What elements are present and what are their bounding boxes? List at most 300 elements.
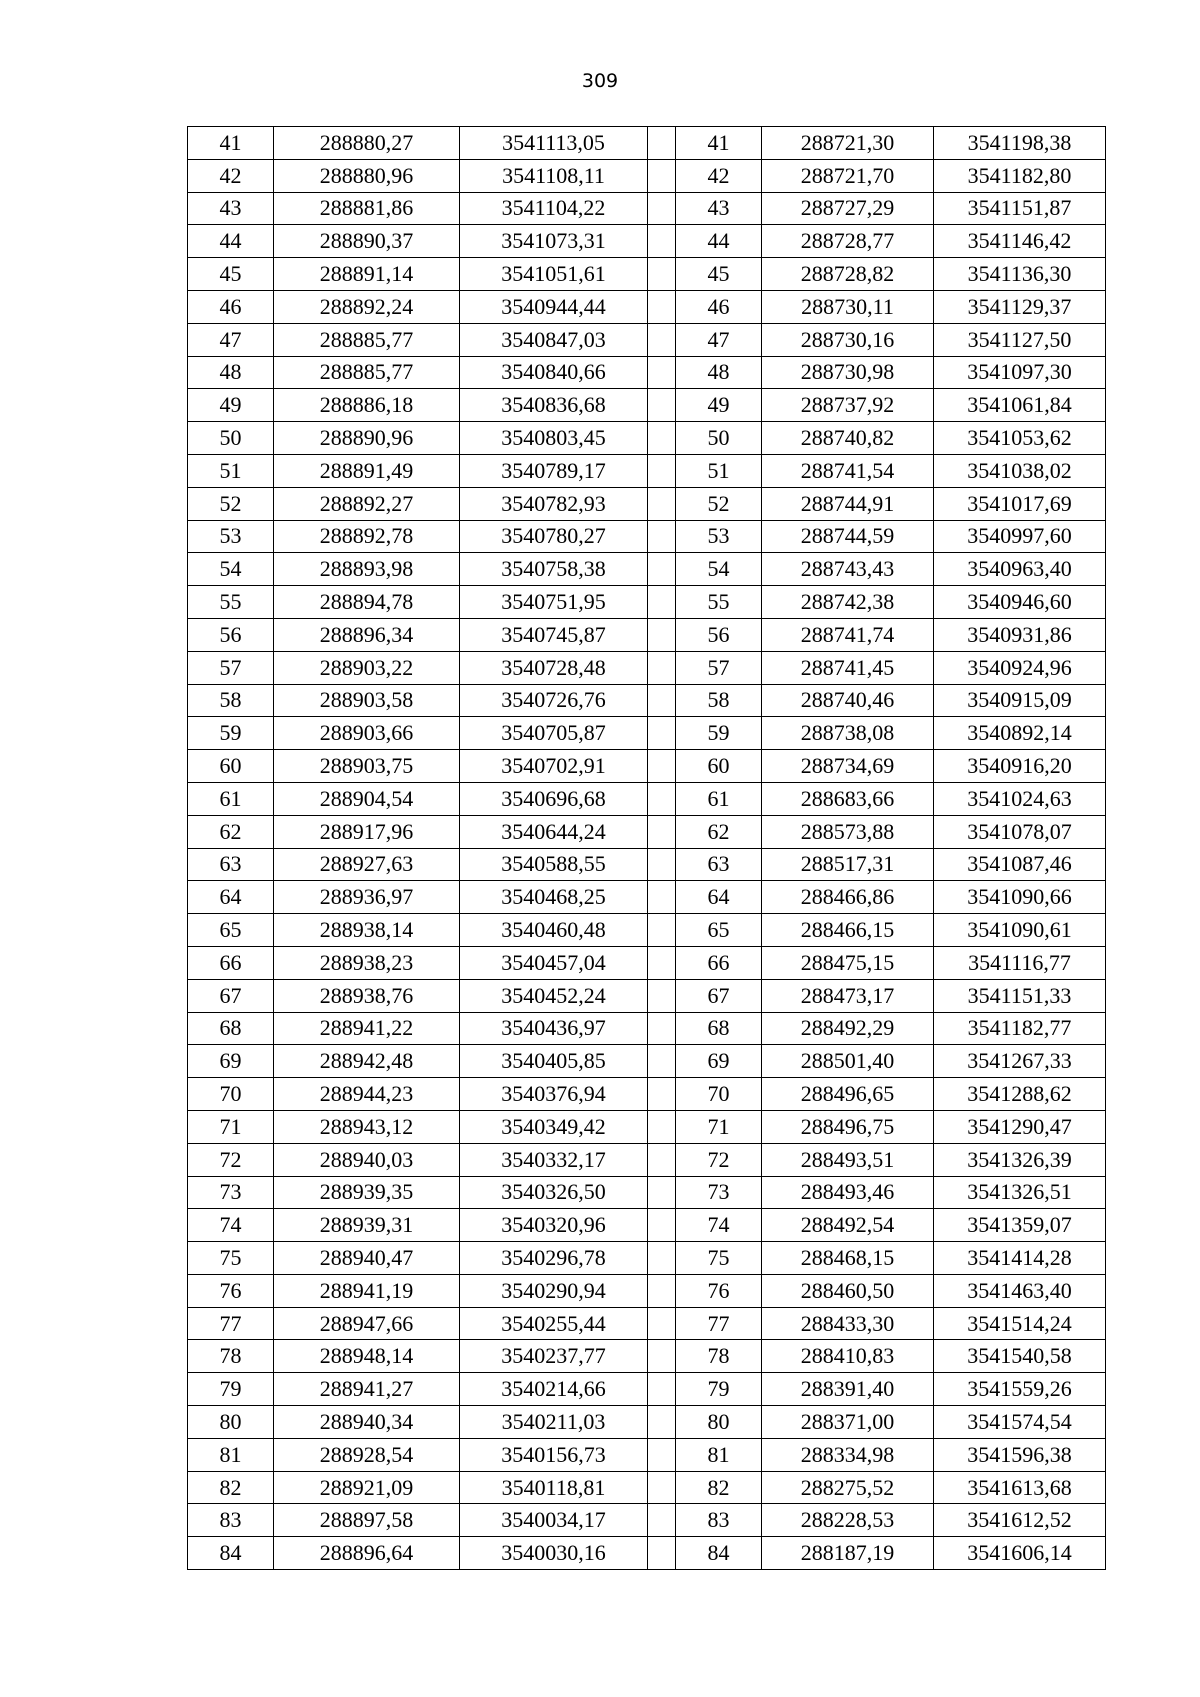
table-row xyxy=(188,684,1106,717)
point-number-left: 75 xyxy=(188,1242,274,1275)
x-coordinate-right: 288275,52 xyxy=(762,1471,934,1504)
table-row xyxy=(188,750,1106,783)
table-row xyxy=(188,127,1106,160)
table-row xyxy=(188,323,1106,356)
x-coordinate-left: 288940,47 xyxy=(274,1242,460,1275)
spacer-cell xyxy=(648,586,676,619)
x-coordinate-right: 288391,40 xyxy=(762,1373,934,1406)
spacer-cell xyxy=(648,1176,676,1209)
y-coordinate-right: 3541596,38 xyxy=(934,1438,1106,1471)
x-coordinate-left: 288896,64 xyxy=(274,1537,460,1570)
point-number-right: 42 xyxy=(676,159,762,192)
point-number-right: 50 xyxy=(676,422,762,455)
x-coordinate-right: 288742,38 xyxy=(762,586,934,619)
y-coordinate-left: 3540780,27 xyxy=(460,520,648,553)
x-coordinate-left: 288904,54 xyxy=(274,782,460,815)
x-coordinate-right: 288460,50 xyxy=(762,1274,934,1307)
spacer-cell xyxy=(648,1110,676,1143)
y-coordinate-left: 3540644,24 xyxy=(460,815,648,848)
point-number-right: 60 xyxy=(676,750,762,783)
point-number-right: 59 xyxy=(676,717,762,750)
x-coordinate-right: 288496,65 xyxy=(762,1078,934,1111)
table-row xyxy=(188,815,1106,848)
x-coordinate-left: 288891,49 xyxy=(274,454,460,487)
point-number-right: 80 xyxy=(676,1406,762,1439)
point-number-left: 81 xyxy=(188,1438,274,1471)
table-row xyxy=(188,979,1106,1012)
y-coordinate-left: 3540030,16 xyxy=(460,1537,648,1570)
x-coordinate-right: 288493,46 xyxy=(762,1176,934,1209)
point-number-left: 60 xyxy=(188,750,274,783)
point-number-left: 74 xyxy=(188,1209,274,1242)
x-coordinate-left: 288941,22 xyxy=(274,1012,460,1045)
x-coordinate-left: 288940,03 xyxy=(274,1143,460,1176)
x-coordinate-right: 288738,08 xyxy=(762,717,934,750)
y-coordinate-left: 3540803,45 xyxy=(460,422,648,455)
table-row xyxy=(188,1438,1106,1471)
y-coordinate-right: 3541116,77 xyxy=(934,946,1106,979)
y-coordinate-left: 3540840,66 xyxy=(460,356,648,389)
spacer-cell xyxy=(648,553,676,586)
x-coordinate-left: 288936,97 xyxy=(274,881,460,914)
spacer-cell xyxy=(648,290,676,323)
spacer-cell xyxy=(648,1373,676,1406)
point-number-left: 41 xyxy=(188,127,274,160)
y-coordinate-right: 3541514,24 xyxy=(934,1307,1106,1340)
y-coordinate-right: 3541182,77 xyxy=(934,1012,1106,1045)
spacer-cell xyxy=(648,1471,676,1504)
spacer-cell xyxy=(648,159,676,192)
table-row xyxy=(188,848,1106,881)
x-coordinate-right: 288741,45 xyxy=(762,651,934,684)
y-coordinate-left: 3540452,24 xyxy=(460,979,648,1012)
point-number-left: 61 xyxy=(188,782,274,815)
y-coordinate-right: 3541613,68 xyxy=(934,1471,1106,1504)
x-coordinate-right: 288466,15 xyxy=(762,914,934,947)
y-coordinate-right: 3541078,07 xyxy=(934,815,1106,848)
x-coordinate-right: 288466,86 xyxy=(762,881,934,914)
y-coordinate-left: 3541073,31 xyxy=(460,225,648,258)
spacer-cell xyxy=(648,1209,676,1242)
spacer-cell xyxy=(648,258,676,291)
point-number-right: 54 xyxy=(676,553,762,586)
point-number-right: 81 xyxy=(676,1438,762,1471)
point-number-left: 43 xyxy=(188,192,274,225)
x-coordinate-left: 288891,14 xyxy=(274,258,460,291)
point-number-left: 80 xyxy=(188,1406,274,1439)
point-number-left: 46 xyxy=(188,290,274,323)
y-coordinate-left: 3540468,25 xyxy=(460,881,648,914)
x-coordinate-left: 288938,23 xyxy=(274,946,460,979)
y-coordinate-right: 3540924,96 xyxy=(934,651,1106,684)
point-number-right: 43 xyxy=(676,192,762,225)
y-coordinate-left: 3540376,94 xyxy=(460,1078,648,1111)
y-coordinate-left: 3540847,03 xyxy=(460,323,648,356)
table-row xyxy=(188,290,1106,323)
x-coordinate-left: 288921,09 xyxy=(274,1471,460,1504)
y-coordinate-left: 3540836,68 xyxy=(460,389,648,422)
point-number-left: 50 xyxy=(188,422,274,455)
spacer-cell xyxy=(648,618,676,651)
point-number-left: 57 xyxy=(188,651,274,684)
y-coordinate-left: 3540214,66 xyxy=(460,1373,648,1406)
y-coordinate-left: 3541113,05 xyxy=(460,127,648,160)
x-coordinate-right: 288433,30 xyxy=(762,1307,934,1340)
spacer-cell xyxy=(648,356,676,389)
point-number-right: 83 xyxy=(676,1504,762,1537)
table-row xyxy=(188,487,1106,520)
y-coordinate-right: 3541061,84 xyxy=(934,389,1106,422)
y-coordinate-left: 3540745,87 xyxy=(460,618,648,651)
point-number-left: 64 xyxy=(188,881,274,914)
point-number-right: 71 xyxy=(676,1110,762,1143)
spacer-cell xyxy=(648,1504,676,1537)
x-coordinate-left: 288880,27 xyxy=(274,127,460,160)
y-coordinate-right: 3541090,66 xyxy=(934,881,1106,914)
spacer-cell xyxy=(648,323,676,356)
x-coordinate-left: 288886,18 xyxy=(274,389,460,422)
x-coordinate-right: 288727,29 xyxy=(762,192,934,225)
x-coordinate-right: 288741,74 xyxy=(762,618,934,651)
x-coordinate-left: 288885,77 xyxy=(274,356,460,389)
spacer-cell xyxy=(648,192,676,225)
table-row xyxy=(188,1471,1106,1504)
point-number-left: 56 xyxy=(188,618,274,651)
y-coordinate-right: 3541574,54 xyxy=(934,1406,1106,1439)
y-coordinate-left: 3540728,48 xyxy=(460,651,648,684)
x-coordinate-left: 288897,58 xyxy=(274,1504,460,1537)
table-row xyxy=(188,225,1106,258)
x-coordinate-right: 288740,82 xyxy=(762,422,934,455)
x-coordinate-left: 288940,34 xyxy=(274,1406,460,1439)
y-coordinate-right: 3541024,63 xyxy=(934,782,1106,815)
point-number-left: 84 xyxy=(188,1537,274,1570)
y-coordinate-left: 3540156,73 xyxy=(460,1438,648,1471)
spacer-cell xyxy=(648,520,676,553)
point-number-right: 70 xyxy=(676,1078,762,1111)
x-coordinate-right: 288728,82 xyxy=(762,258,934,291)
y-coordinate-right: 3541038,02 xyxy=(934,454,1106,487)
spacer-cell xyxy=(648,1242,676,1275)
y-coordinate-right: 3541087,46 xyxy=(934,848,1106,881)
y-coordinate-right: 3541090,61 xyxy=(934,914,1106,947)
y-coordinate-left: 3540782,93 xyxy=(460,487,648,520)
spacer-cell xyxy=(648,389,676,422)
table-row xyxy=(188,553,1106,586)
point-number-left: 53 xyxy=(188,520,274,553)
point-number-left: 55 xyxy=(188,586,274,619)
x-coordinate-right: 288468,15 xyxy=(762,1242,934,1275)
x-coordinate-left: 288941,27 xyxy=(274,1373,460,1406)
point-number-left: 62 xyxy=(188,815,274,848)
x-coordinate-right: 288730,11 xyxy=(762,290,934,323)
point-number-right: 63 xyxy=(676,848,762,881)
point-number-left: 79 xyxy=(188,1373,274,1406)
spacer-cell xyxy=(648,1045,676,1078)
spacer-cell xyxy=(648,225,676,258)
y-coordinate-right: 3541198,38 xyxy=(934,127,1106,160)
x-coordinate-left: 288892,27 xyxy=(274,487,460,520)
spacer-cell xyxy=(648,946,676,979)
spacer-cell xyxy=(648,487,676,520)
x-coordinate-right: 288492,29 xyxy=(762,1012,934,1045)
y-coordinate-left: 3540290,94 xyxy=(460,1274,648,1307)
y-coordinate-left: 3541051,61 xyxy=(460,258,648,291)
table-row xyxy=(188,422,1106,455)
y-coordinate-left: 3540034,17 xyxy=(460,1504,648,1537)
table-row xyxy=(188,946,1106,979)
point-number-right: 65 xyxy=(676,914,762,947)
point-number-right: 84 xyxy=(676,1537,762,1570)
spacer-cell xyxy=(648,1078,676,1111)
x-coordinate-left: 288894,78 xyxy=(274,586,460,619)
spacer-cell xyxy=(648,782,676,815)
spacer-cell xyxy=(648,127,676,160)
table-row xyxy=(188,651,1106,684)
page-number: 309 xyxy=(581,70,619,92)
point-number-left: 48 xyxy=(188,356,274,389)
point-number-right: 66 xyxy=(676,946,762,979)
y-coordinate-right: 3541326,39 xyxy=(934,1143,1106,1176)
x-coordinate-right: 288744,91 xyxy=(762,487,934,520)
y-coordinate-right: 3540915,09 xyxy=(934,684,1106,717)
y-coordinate-right: 3541414,28 xyxy=(934,1242,1106,1275)
x-coordinate-right: 288492,54 xyxy=(762,1209,934,1242)
point-number-right: 46 xyxy=(676,290,762,323)
y-coordinate-left: 3540944,44 xyxy=(460,290,648,323)
table-row xyxy=(188,192,1106,225)
point-number-right: 48 xyxy=(676,356,762,389)
x-coordinate-left: 288948,14 xyxy=(274,1340,460,1373)
y-coordinate-left: 3540255,44 xyxy=(460,1307,648,1340)
y-coordinate-right: 3541559,26 xyxy=(934,1373,1106,1406)
table-row xyxy=(188,1078,1106,1111)
point-number-left: 51 xyxy=(188,454,274,487)
point-number-left: 54 xyxy=(188,553,274,586)
x-coordinate-right: 288743,43 xyxy=(762,553,934,586)
spacer-cell xyxy=(648,1340,676,1373)
point-number-right: 61 xyxy=(676,782,762,815)
point-number-left: 66 xyxy=(188,946,274,979)
point-number-right: 77 xyxy=(676,1307,762,1340)
point-number-right: 45 xyxy=(676,258,762,291)
y-coordinate-left: 3540751,95 xyxy=(460,586,648,619)
table-row xyxy=(188,1373,1106,1406)
point-number-right: 69 xyxy=(676,1045,762,1078)
point-number-right: 44 xyxy=(676,225,762,258)
x-coordinate-right: 288334,98 xyxy=(762,1438,934,1471)
table-row xyxy=(188,159,1106,192)
point-number-right: 52 xyxy=(676,487,762,520)
x-coordinate-right: 288737,92 xyxy=(762,389,934,422)
x-coordinate-left: 288890,96 xyxy=(274,422,460,455)
table-row xyxy=(188,389,1106,422)
point-number-left: 44 xyxy=(188,225,274,258)
x-coordinate-left: 288903,58 xyxy=(274,684,460,717)
y-coordinate-right: 3541053,62 xyxy=(934,422,1106,455)
x-coordinate-left: 288892,78 xyxy=(274,520,460,553)
point-number-left: 63 xyxy=(188,848,274,881)
point-number-left: 58 xyxy=(188,684,274,717)
y-coordinate-left: 3540705,87 xyxy=(460,717,648,750)
spacer-cell xyxy=(648,422,676,455)
y-coordinate-right: 3541463,40 xyxy=(934,1274,1106,1307)
x-coordinate-left: 288892,24 xyxy=(274,290,460,323)
spacer-cell xyxy=(648,815,676,848)
x-coordinate-right: 288473,17 xyxy=(762,979,934,1012)
point-number-right: 56 xyxy=(676,618,762,651)
point-number-left: 65 xyxy=(188,914,274,947)
table-row xyxy=(188,782,1106,815)
table-row xyxy=(188,1504,1106,1537)
point-number-right: 41 xyxy=(676,127,762,160)
point-number-right: 72 xyxy=(676,1143,762,1176)
spacer-cell xyxy=(648,1274,676,1307)
point-number-left: 83 xyxy=(188,1504,274,1537)
y-coordinate-left: 3540320,96 xyxy=(460,1209,648,1242)
x-coordinate-right: 288410,83 xyxy=(762,1340,934,1373)
point-number-right: 75 xyxy=(676,1242,762,1275)
x-coordinate-left: 288944,23 xyxy=(274,1078,460,1111)
y-coordinate-left: 3540789,17 xyxy=(460,454,648,487)
y-coordinate-left: 3540118,81 xyxy=(460,1471,648,1504)
table-row xyxy=(188,1242,1106,1275)
x-coordinate-left: 288942,48 xyxy=(274,1045,460,1078)
x-coordinate-left: 288938,14 xyxy=(274,914,460,947)
y-coordinate-left: 3540457,04 xyxy=(460,946,648,979)
y-coordinate-right: 3541017,69 xyxy=(934,487,1106,520)
y-coordinate-left: 3540702,91 xyxy=(460,750,648,783)
point-number-left: 45 xyxy=(188,258,274,291)
y-coordinate-right: 3541359,07 xyxy=(934,1209,1106,1242)
x-coordinate-right: 288741,54 xyxy=(762,454,934,487)
spacer-cell xyxy=(648,1143,676,1176)
point-number-left: 67 xyxy=(188,979,274,1012)
x-coordinate-right: 288728,77 xyxy=(762,225,934,258)
point-number-right: 47 xyxy=(676,323,762,356)
y-coordinate-left: 3540211,03 xyxy=(460,1406,648,1439)
y-coordinate-right: 3541612,52 xyxy=(934,1504,1106,1537)
spacer-cell xyxy=(648,750,676,783)
table-row xyxy=(188,1012,1106,1045)
y-coordinate-right: 3541290,47 xyxy=(934,1110,1106,1143)
y-coordinate-right: 3541606,14 xyxy=(934,1537,1106,1570)
table-row xyxy=(188,1045,1106,1078)
y-coordinate-right: 3541267,33 xyxy=(934,1045,1106,1078)
y-coordinate-right: 3540892,14 xyxy=(934,717,1106,750)
y-coordinate-right: 3540916,20 xyxy=(934,750,1106,783)
point-number-left: 73 xyxy=(188,1176,274,1209)
x-coordinate-left: 288938,76 xyxy=(274,979,460,1012)
point-number-right: 57 xyxy=(676,651,762,684)
y-coordinate-left: 3540326,50 xyxy=(460,1176,648,1209)
point-number-right: 82 xyxy=(676,1471,762,1504)
x-coordinate-left: 288939,31 xyxy=(274,1209,460,1242)
x-coordinate-left: 288893,98 xyxy=(274,553,460,586)
table-row xyxy=(188,1176,1106,1209)
y-coordinate-right: 3541182,80 xyxy=(934,159,1106,192)
y-coordinate-right: 3541146,42 xyxy=(934,225,1106,258)
y-coordinate-right: 3541151,87 xyxy=(934,192,1106,225)
table-row xyxy=(188,1307,1106,1340)
spacer-cell xyxy=(648,1012,676,1045)
point-number-left: 77 xyxy=(188,1307,274,1340)
point-number-left: 69 xyxy=(188,1045,274,1078)
table-row xyxy=(188,586,1106,619)
y-coordinate-right: 3541326,51 xyxy=(934,1176,1106,1209)
x-coordinate-right: 288573,88 xyxy=(762,815,934,848)
point-number-left: 59 xyxy=(188,717,274,750)
spacer-cell xyxy=(648,1537,676,1570)
table-row xyxy=(188,1406,1106,1439)
point-number-right: 67 xyxy=(676,979,762,1012)
y-coordinate-right: 3541151,33 xyxy=(934,979,1106,1012)
x-coordinate-right: 288730,16 xyxy=(762,323,934,356)
x-coordinate-right: 288475,15 xyxy=(762,946,934,979)
x-coordinate-left: 288880,96 xyxy=(274,159,460,192)
x-coordinate-right: 288721,30 xyxy=(762,127,934,160)
y-coordinate-left: 3540296,78 xyxy=(460,1242,648,1275)
point-number-left: 78 xyxy=(188,1340,274,1373)
point-number-left: 47 xyxy=(188,323,274,356)
y-coordinate-left: 3540405,85 xyxy=(460,1045,648,1078)
spacer-cell xyxy=(648,1438,676,1471)
x-coordinate-right: 288740,46 xyxy=(762,684,934,717)
coordinates-table-body xyxy=(188,127,1106,1570)
x-coordinate-right: 288744,59 xyxy=(762,520,934,553)
point-number-right: 68 xyxy=(676,1012,762,1045)
point-number-left: 49 xyxy=(188,389,274,422)
x-coordinate-right: 288730,98 xyxy=(762,356,934,389)
spacer-cell xyxy=(648,717,676,750)
spacer-cell xyxy=(648,1406,676,1439)
y-coordinate-right: 3540963,40 xyxy=(934,553,1106,586)
y-coordinate-right: 3541540,58 xyxy=(934,1340,1106,1373)
x-coordinate-left: 288903,22 xyxy=(274,651,460,684)
y-coordinate-left: 3540237,77 xyxy=(460,1340,648,1373)
table-row xyxy=(188,1143,1106,1176)
x-coordinate-left: 288927,63 xyxy=(274,848,460,881)
x-coordinate-left: 288941,19 xyxy=(274,1274,460,1307)
table-row xyxy=(188,1110,1106,1143)
y-coordinate-right: 3541136,30 xyxy=(934,258,1106,291)
point-number-right: 78 xyxy=(676,1340,762,1373)
table-row xyxy=(188,1209,1106,1242)
x-coordinate-right: 288371,00 xyxy=(762,1406,934,1439)
spacer-cell xyxy=(648,881,676,914)
x-coordinate-right: 288734,69 xyxy=(762,750,934,783)
x-coordinate-right: 288517,31 xyxy=(762,848,934,881)
table-row xyxy=(188,356,1106,389)
spacer-cell xyxy=(648,848,676,881)
table-row xyxy=(188,1274,1106,1307)
spacer-cell xyxy=(648,914,676,947)
y-coordinate-left: 3541108,11 xyxy=(460,159,648,192)
point-number-left: 52 xyxy=(188,487,274,520)
table-row xyxy=(188,520,1106,553)
x-coordinate-left: 288881,86 xyxy=(274,192,460,225)
point-number-right: 76 xyxy=(676,1274,762,1307)
x-coordinate-left: 288943,12 xyxy=(274,1110,460,1143)
y-coordinate-left: 3540758,38 xyxy=(460,553,648,586)
spacer-cell xyxy=(648,454,676,487)
x-coordinate-right: 288228,53 xyxy=(762,1504,934,1537)
spacer-cell xyxy=(648,979,676,1012)
y-coordinate-left: 3540349,42 xyxy=(460,1110,648,1143)
y-coordinate-right: 3541127,50 xyxy=(934,323,1106,356)
x-coordinate-left: 288939,35 xyxy=(274,1176,460,1209)
point-number-left: 71 xyxy=(188,1110,274,1143)
